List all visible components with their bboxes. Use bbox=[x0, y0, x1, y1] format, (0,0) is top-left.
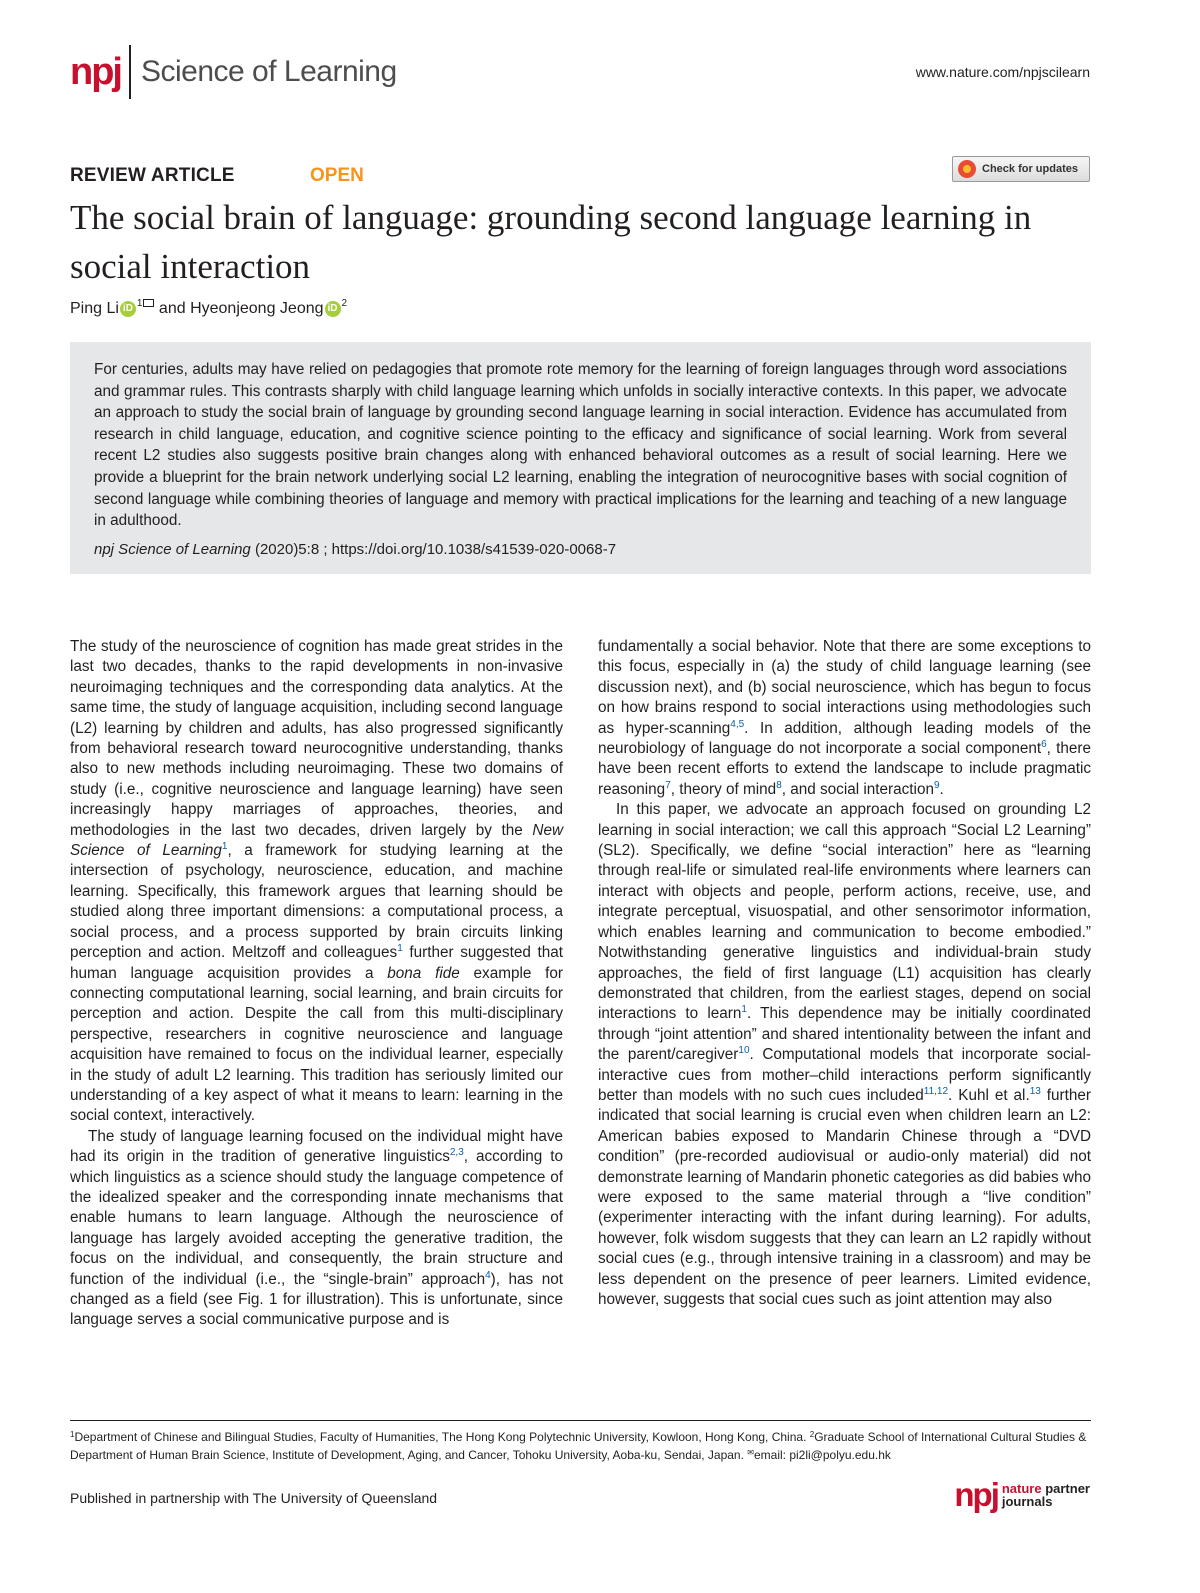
reference-link[interactable]: 1 bbox=[397, 943, 403, 955]
check-updates-icon bbox=[958, 160, 976, 178]
orcid-icon[interactable]: iD bbox=[120, 301, 136, 317]
logo-divider bbox=[129, 45, 131, 99]
body-column-left bbox=[70, 637, 563, 1331]
body-text: , and social interaction bbox=[781, 780, 934, 798]
npj-logo-mark: npj bbox=[70, 51, 121, 93]
orcid-icon[interactable]: iD bbox=[325, 301, 341, 317]
reference-link[interactable]: 4,5 bbox=[730, 718, 745, 730]
author-name-1[interactable]: Ping Li bbox=[70, 300, 119, 317]
logo-partner: partner bbox=[1041, 1480, 1090, 1496]
affiliation-2: Graduate School of International Cultural Studies & Department of Human Brain Science, Institute of Development, Aging, and Cancer, Tohoku University, Aoba-ku, Sendai, Japan. bbox=[70, 1430, 1087, 1462]
citation-line bbox=[94, 541, 1067, 558]
body-italic: bona fide bbox=[387, 964, 460, 982]
author-name-2[interactable]: Hyeonjeong Jeong bbox=[190, 300, 324, 317]
body-paragraph bbox=[70, 1127, 563, 1331]
body-column-right bbox=[598, 637, 1091, 1310]
body-text: , theory of mind bbox=[670, 780, 777, 798]
body-text: . This dependence may be initially coordinated through “joint attention” and shared intentionality between the infant and the parent/caregiver bbox=[598, 1005, 1092, 1064]
check-updates-label: Check for updates bbox=[982, 163, 1078, 175]
author-list bbox=[70, 297, 348, 318]
reference-link[interactable]: 8 bbox=[776, 779, 782, 791]
body-paragraph bbox=[598, 637, 1091, 800]
author-join: and bbox=[154, 300, 191, 317]
body-paragraph bbox=[70, 637, 563, 1127]
article-title: The social brain of language: grounding second language learning in social interaction bbox=[70, 198, 1032, 286]
body-text: example for connecting computational learning, social learning, and brain circuits for perception and action. Despite the call from this multi-disciplinary perspective, researchers in cognitive neuroscience and language acquisition have remained to focus on the individual learner, especially in the study of adult L2 learning. This tradition has seriously limited our understanding of a key aspect of what it means to learn: learning in the social context, interactively. bbox=[70, 964, 563, 1125]
partner-journals-text bbox=[1002, 1482, 1090, 1508]
body-text: . bbox=[939, 780, 944, 798]
reference-link[interactable]: 7 bbox=[665, 779, 671, 791]
journal-name: Science of Learning bbox=[140, 55, 397, 88]
reference-link[interactable]: 6 bbox=[1041, 739, 1047, 751]
article-type-label: REVIEW ARTICLE bbox=[70, 165, 235, 186]
affiliation-sup-2: 2 bbox=[341, 297, 348, 309]
npj-partner-logo[interactable] bbox=[954, 1478, 1090, 1511]
affiliation-sup-1: 1 bbox=[136, 297, 143, 309]
reference-link[interactable]: 1 bbox=[221, 841, 228, 853]
reference-link[interactable]: 4 bbox=[485, 1269, 491, 1281]
body-text: . Computational models that incorporate social-interactive cues from mother–child interactions perform significantly better than models with no such cues included bbox=[598, 1046, 1091, 1104]
body-text: The study of language learning focused on the individual might have had its origin in the tradition of generative linguistics bbox=[70, 1127, 563, 1166]
abstract-box bbox=[70, 342, 1091, 574]
check-for-updates-button[interactable] bbox=[952, 156, 1090, 182]
body-text: . Kuhl et al. bbox=[948, 1086, 1030, 1104]
body-text: , according to which linguistics as a science should study the language competence of the idealized speaker and the corresponding innate mechanisms that enable humans to learn language. Although the neuroscience of language has largely avoided accepting the generative tradition, the focus on the individual, and consequently, the brain structure and function of the individual (i.e., the “single-brain” approach bbox=[70, 1148, 563, 1288]
logo-journals: journals bbox=[1001, 1493, 1053, 1509]
reference-link[interactable]: 11,12 bbox=[923, 1085, 949, 1097]
reference-link[interactable]: 10 bbox=[738, 1045, 750, 1057]
journal-logo[interactable] bbox=[70, 44, 397, 100]
email-envelope-icon[interactable] bbox=[143, 299, 154, 307]
affiliation-footnote bbox=[70, 1420, 1091, 1465]
reference-link[interactable]: 13 bbox=[1029, 1085, 1041, 1097]
body-text: fundamentally a social behavior. Note that there are some exceptions to this focus, especially in (a) the study of child language learning (see discussion next), and (b) social neuroscience, which has begun to focus on how brains respond to social interactions using methodologies such as hyper-scanning bbox=[598, 638, 1091, 737]
journal-url-link[interactable]: www.nature.com/npjscilearn bbox=[915, 64, 1090, 80]
open-access-label: OPEN bbox=[310, 165, 364, 186]
body-text: , a framework for studying learning at the intersection of psychology, neuroscience, education, and machine learning. Specifically, this framework argues that learning should be studied along three important dimensions: a computational process, a social process, and a process supported by brain circuits linking perception and action. Meltzoff and colleagues bbox=[70, 842, 563, 962]
body-text: , there have been recent efforts to extend the landscape to include pragmatic reasoning bbox=[598, 740, 1091, 798]
body-text: further suggested that human language acquisition provides a bbox=[70, 944, 563, 982]
body-text: In this paper, we advocate an approach focused on grounding L2 learning in social interaction; we call this approach “Social L2 Learning” (SL2). Specifically, we define “social interaction” here as “learning through real-life or simulated real-life environments where learners can interact with objects and people, perform actions, receive, use, and integrate perceptual, visuospatial, and other sensorimotor information, which enables learning and communication to become embodied.” Notwithstanding generative linguistics and individual-brain study approaches, the field of first language (L1) acquisition has clearly demonstrated that children, from the earliest stages, depend on social interactions to learn bbox=[598, 801, 1091, 1023]
body-italic: New Science of Learning bbox=[70, 821, 563, 860]
npj-footer-mark: npj bbox=[954, 1476, 998, 1513]
body-text: ), has not changed as a field (see Fig. 1 for illustration). This is unfortunate, since language serves a social communicative purpose and is bbox=[70, 1270, 563, 1329]
body-paragraph bbox=[598, 800, 1091, 1310]
citation-doi[interactable]: (2020)5:8 ; https://doi.org/10.1038/s41539-020-0068-7 bbox=[250, 540, 617, 558]
reference-link[interactable]: 1 bbox=[741, 1004, 747, 1016]
logo-nature: nature bbox=[1001, 1480, 1042, 1496]
body-text: . In addition, although leading models of the neurobiology of language do not incorporate a social component bbox=[598, 719, 1091, 758]
footnote-sup: 2 bbox=[809, 1430, 815, 1439]
footnote-sup: 1 bbox=[70, 1430, 75, 1439]
abstract-text: For centuries, adults may have relied on pedagogies that promote rote memory for the learning of foreign languages through word associations and grammar rules. This contrasts sharply with child language learning which unfolds in socially interactive contexts. In this paper, we advocate an approach to study the social brain of language by grounding second language learning in social interaction. Evidence has accumulated from research in child language, education, and cognitive science pointing to the efficacy and significance of social learning. Work from several recent L2 studies also suggests positive brain changes along with enhanced behavioral outcomes as a result of social learning. Here we provide a blueprint for the brain network underlying social L2 learning, enabling the integration of neurocognitive bases with social cognition of second language while combining theories of language and memory with practical implications for the learning and teaching of a new language in adulthood. bbox=[94, 361, 1067, 530]
body-text: The study of the neuroscience of cognition has made great strides in the last two decades, thanks to the rapid developments in non-invasive neuroimaging techniques and the corresponding data analytics. At the same time, the study of language acquisition, including second language (L2) learning by children and adults, has also progressed significantly from behavioral research toward neurocognitive understanding, thanks also to new methods including neuroimaging. These two domains of study (i.e., cognitive neuroscience and language learning) have seen increasingly happy marriages of approaches, theories, and methodologies in the last two decades, driven largely by the bbox=[70, 638, 563, 839]
published-in-partnership: Published in partnership with The University of Queensland bbox=[70, 1490, 438, 1506]
reference-link[interactable]: 2,3 bbox=[449, 1147, 464, 1159]
citation-journal: npj Science of Learning bbox=[94, 540, 251, 558]
reference-link[interactable]: 9 bbox=[933, 779, 940, 791]
email-envelope-icon: ✉ bbox=[747, 1448, 754, 1457]
body-text: further indicated that social learning is crucial even when children learn an L2: American babies exposed to Mandarin Chinese through a “DVD condition” (pre-recorded audiovisual or audio-only material) did not demonstrate learning of Mandarin phonetic categories as did babies who were exposed to the same material through a “live condition” (experimenter interacting with the infant during learning). For adults, however, folk wisdom suggests that they can learn an L2 rapidly without social cues (e.g., through intensive training in a classroom) and may be less dependent on the presence of peer learners. Limited evidence, however, suggests that social cues such as joint attention may also bbox=[598, 1086, 1091, 1308]
affiliation-1: Department of Chinese and Bilingual Studies, Faculty of Humanities, The Hong Kong Polytechnic University, Kowloon, Hong Kong, China. bbox=[74, 1430, 810, 1444]
corresponding-email[interactable]: email: pi2li@polyu.edu.hk bbox=[753, 1448, 891, 1462]
